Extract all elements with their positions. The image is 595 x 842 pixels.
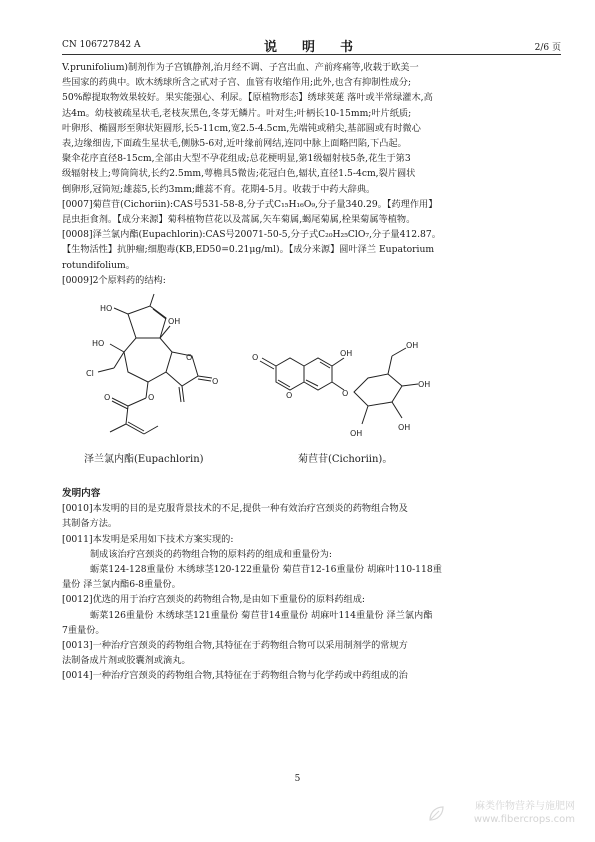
text-line: 本发明的目的是克服背景技术的不足,提供一种有效治疗宫颈炎的药物组合物及 [92,503,408,515]
page-of-total: 2/6 页 [534,43,561,53]
double-bond [278,380,290,387]
label-o: O [286,391,293,401]
carbonyl-bond [198,379,211,381]
text-line: 法制备成片剂或胶囊剂或滴丸。 [62,655,191,667]
text-line: 【生物活性】抗肿瘤;细胞毒(KB,ED50=0.21μg/ml)。【成分来源】圆叶泽兰 Eupatorium [62,244,435,256]
oh-bond [402,384,418,386]
paragraph-number: [0007] [62,198,93,210]
label-oh: OH [418,380,431,390]
text-line: 一种治疗宫颈炎的药物组合物,其特征在于药物组合物与化学药或中药组成的治 [92,670,408,682]
ch2-bond [114,352,124,368]
carbonyl-bond [262,358,276,366]
caption-cichoriin: 菊苣苷(Cichoriin)。 [298,454,393,466]
ho-bond [114,308,128,314]
double-bond [153,309,166,319]
methyl-bond [150,294,154,306]
figure-captions [62,450,560,472]
text-line: 量份 泽兰氯内酯6-8重量份。 [62,579,181,591]
methyl-bond [144,426,158,434]
coumarin-benzene [304,358,332,390]
label-o: O [252,353,259,363]
paragraph-number: [0010] [62,503,93,515]
methyl-bond [110,424,126,432]
text-line: 2个原料药的结构: [92,274,166,286]
coumarin-pyrone [276,358,304,390]
text-line: 优选的用于治疗宫颈炎的药物组合物,是由如下重量份的原料药组成: [92,594,366,606]
label-oh: OH [350,429,363,439]
paragraph-0007 [62,197,560,212]
ho-bond [110,344,124,352]
text-line: 蛎菜126重量份 木绣球茎121重量份 菊苣苷14重量份 胡麻叶114重量份 泽兰氯内酯 [90,609,433,621]
label-oh: OH [168,317,181,327]
label-o: O [104,393,111,403]
patent-number: CN 106727842 A [62,40,141,50]
text-line: 级辐射枝上;萼筒筒状,长约2.5mm,萼檐具5微齿;花冠白色,辐状,直径1.5-4cm,裂片圆状 [62,168,416,180]
text-line: 聚伞花序直径8-15cm,全部由大型不孕花组成;总花梗明显,第1级辐射枝5条,花生于第3 [62,153,411,165]
text-line: 蛎菜124-128重量份 木绣球茎120-122重量份 菊苣苷12-16重量份 胡麻叶110-118重 [90,564,442,576]
paragraph-number: [0011] [62,533,93,545]
text-line: 本发明是采用如下技术方案实现的: [92,533,234,545]
document-title: 说 明 书 [263,40,359,55]
exo-methylene [179,387,181,402]
label-o: O [148,393,155,403]
oh-bond [332,358,344,366]
oh-bond [362,406,368,424]
text-line: 制成该治疗宫颈炎的药物组合物的原料药的组成和重量份为: [90,548,332,560]
label-oh: OH [398,423,411,433]
page-header [62,34,561,55]
paragraph-0009 [62,273,560,288]
carbonyl-bond [260,361,274,369]
oh-bond [392,402,402,418]
text-line: 昆虫拒食剂。【成分来源】菊科植物苣花以及蒿属,矢车菊属,蝎尾菊属,栓果菊属等植物。 [62,214,416,226]
paragraph-number: [0009] [62,274,93,286]
paragraph-0012 [62,592,560,607]
ester-bond [128,398,146,406]
text-line: rotundifolium。 [62,259,135,271]
watermark-name: 麻类作物营养与施肥网 [475,801,575,812]
label-o: O [186,353,193,363]
watermark [427,800,575,826]
aromatic-bond [306,380,318,386]
text-line: 表,边缘细齿,下面疏生星状毛,侧脉5-6对,近叶缘前网结,连同中脉上面略凹陷,下凸起。 [62,138,407,150]
glucose-ring [354,374,402,406]
text-line: 一种治疗宫颈炎的药物组合物,其特征在于药物组合物可以采用制剂学的常规方 [92,640,408,652]
paragraph-0013 [62,638,560,653]
paragraph-0008 [62,227,560,242]
text-line: 7重量份。 [62,624,105,636]
exo-methylene [182,386,184,402]
caption-eupachlorin: 泽兰氯内酯(Eupachlorin) [84,454,204,466]
text-line: V.prunifolium)制剂作为子宫镇静剂,治月经不调、子宫出血、产前疼痛等,收载于欧美一 [62,62,419,73]
label-o: O [342,389,349,399]
ch2oh-bond [392,348,406,356]
label-cl: Cl [86,369,94,379]
paragraph-number: [0014] [62,670,93,682]
paragraph-number: [0012] [62,594,93,606]
eupachlorin-ring-7 [124,338,172,382]
text-line: 其制备方法。 [62,518,118,530]
aromatic-bond [320,362,330,368]
text-line: 泽兰氯内酯(Eupachlorin):CAS号20071-50-5,分子式C₂₀H₂₅ClO₇,分子量412.87。 [92,229,441,241]
ch2oh-bond [388,356,392,374]
text-line: 菊苣苷(Cichoriin):CAS号531-58-8,分子式C₁₅H₁₆O₉,分子量340.29。【药理作用】 [92,198,438,210]
text-line: 达4m。幼枝被疏星状毛,老枝灰黑色,冬芽无鳞片。叶对生;叶柄长10-15mm;叶片纸质; [62,107,412,119]
paragraph-number: [0013] [62,640,93,652]
label-oh: OH [406,341,419,351]
label-ho: HO [92,339,105,349]
page-number: 5 [294,774,301,784]
chemical-structures-figure [62,292,560,450]
text-line: 50%醇提取物效果较好。果实能强心、利尿。【原植物形态】绣球荚蒾 落叶或半常绿灌木,高 [62,92,433,104]
paragraph-0011 [62,532,560,547]
spacer [62,472,560,486]
document-body [62,60,560,684]
structure-drawings [62,292,560,452]
paragraph-0010 [62,501,560,516]
text-line: 叶卵形、椭圆形至卵状矩圆形,长5-11cm,宽2.5-4.5cm,先端钝或稍尖,基部圆或有时微心 [62,122,421,134]
paragraph-0014 [62,668,560,683]
cl-bond [98,368,114,372]
label-o: O [212,377,219,387]
section-title: 发明内容 [62,488,101,500]
eupachlorin-ring-5 [128,306,166,338]
watermark-url: www.fibercrops.com [473,814,575,825]
text-line: 些国家的药典中。欧木绣球所含之甙对子宫、血管有收缩作用;此外,也含有抑制性成分; [62,77,412,89]
text-line: 倒卵形,冠筒短;雄蕊5,长约3mm;雌蕊不育。花期4-5月。收载于中药大辞典。 [62,183,376,195]
label-oh: OH [340,349,353,359]
label-ho: HO [100,304,113,314]
paragraph-number: [0008] [62,229,93,241]
carbonyl-bond [198,376,212,378]
